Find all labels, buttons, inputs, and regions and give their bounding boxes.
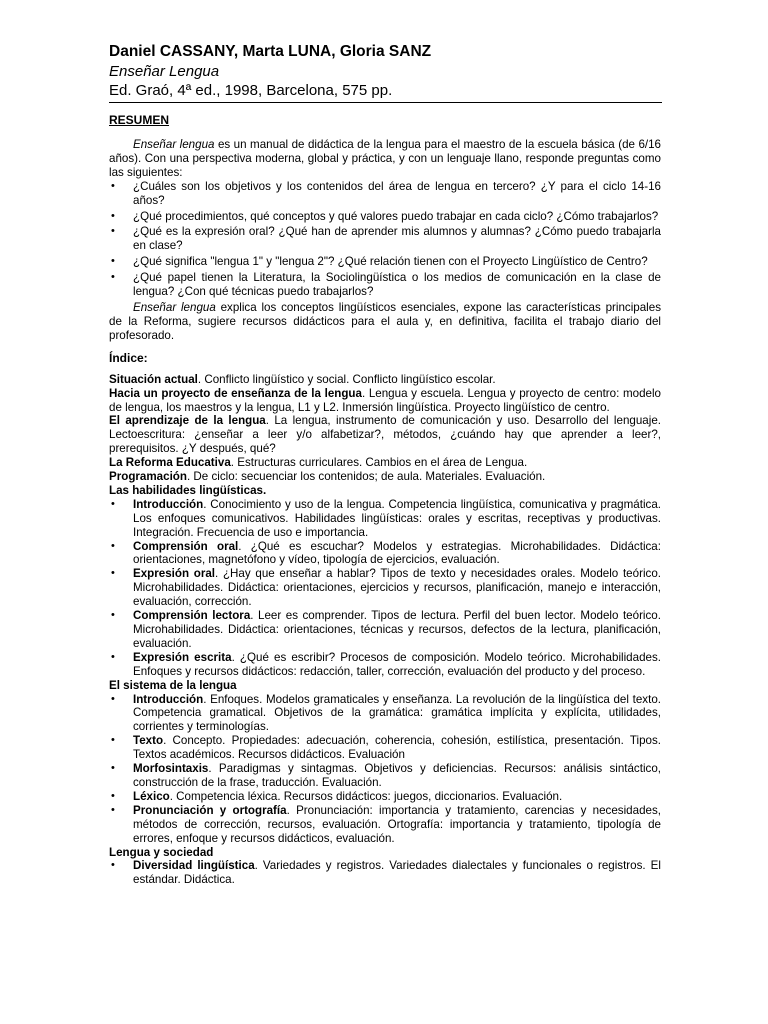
question-item <box>109 180 661 208</box>
entry-label: La Reforma Educativa <box>109 456 231 470</box>
entry-label: Programación <box>109 470 187 484</box>
book-title: Enseñar Lengua <box>109 63 220 80</box>
item-label: Léxico <box>133 789 170 803</box>
bullet-icon: • <box>111 789 115 802</box>
item-text: . Conocimiento y uso de la lengua. Competencia lingüística, comunicativa y pragmática. Los enfoques comunicativos. Habilidades lingüísticas: orales y escritas, receptivas y productivas. Integración. Frecuencia de uso e importancia. <box>133 497 661 539</box>
question-item <box>109 210 661 224</box>
item-label: Morfosintaxis <box>133 762 209 776</box>
entry-text: . Conflicto lingüístico y social. Conflicto lingüístico escolar. <box>197 372 496 386</box>
bullet-icon: • <box>111 650 115 663</box>
indice-title: Índice: <box>109 350 148 365</box>
item-text: . Enfoques. Modelos gramaticales y enseñanza. La revolución de la lingüística del texto. Competencia gramatical. Objetivos de la gramática: gramática implícita y explícita, utilidades, corrientes y terminologías. <box>133 692 661 734</box>
resumen-closing-italic: Enseñar lengua <box>133 300 216 314</box>
habilidades-title: Las habilidades lingüísticas. <box>109 483 267 497</box>
question-text: ¿Qué es la expresión oral? ¿Qué han de aprender mis alumnos y alumnas? ¿Cómo puedo trabajarla en clase? <box>133 225 661 253</box>
list-item <box>109 790 661 804</box>
indice-entry <box>109 456 661 470</box>
book-authors: Daniel CASSANY, Marta LUNA, Gloria SANZ <box>109 43 432 60</box>
entry-label: El aprendizaje de la lengua <box>109 414 266 428</box>
sociedad-title: Lengua y sociedad <box>109 845 214 859</box>
entry-text: . Lengua y escuela. Lengua y proyecto de centro: modelo de lengua, los maestros y la lengua, L1 y L2. Inmersión lingüística. Proyecto lingüístico de centro. <box>109 386 661 414</box>
list-item <box>109 734 661 762</box>
indice-entry <box>109 387 661 415</box>
book-edition: Ed. Graó, 4ª ed., 1998, Barcelona, 575 pp. <box>109 82 393 99</box>
header-rule <box>109 102 662 103</box>
bullet-icon: • <box>111 271 115 284</box>
list-item <box>109 609 661 651</box>
question-item <box>109 271 661 299</box>
resumen-intro <box>109 138 661 180</box>
item-text: . Competencia léxica. Recursos didácticos: juegos, diccionarios. Evaluación. <box>169 789 563 803</box>
list-item <box>109 540 661 568</box>
bullet-icon: • <box>111 762 115 775</box>
question-text: ¿Qué procedimientos, qué conceptos y qué valores puedo trabajar en cada ciclo? ¿Cómo trabajarlos? <box>133 209 659 223</box>
resumen-closing-text: explica los conceptos lingüísticos esenciales, expone las características principales de la Reforma, sugiere recursos didácticos para el aula y, en definitiva, facilita el trabajo diario del profesorado. <box>109 300 662 342</box>
bullet-icon: • <box>111 255 115 268</box>
list-item <box>109 651 661 679</box>
list-item <box>109 804 661 846</box>
item-text: . ¿Hay que enseñar a hablar? Tipos de texto y necesidades orales. Modelo teórico. Microhabilidades. Didáctica: orientaciones, ejercicios y recursos, planificación, manejo e interacción, evaluación, corrección. <box>133 567 661 609</box>
item-label: Introducción <box>133 692 204 706</box>
question-item <box>109 225 661 253</box>
bullet-icon: • <box>111 859 115 872</box>
bullet-icon: • <box>111 803 115 816</box>
item-label: Texto <box>133 734 164 748</box>
resumen-intro-italic: Enseñar lengua <box>133 138 215 151</box>
entry-text: . Estructuras curriculares. Cambios en el área de Lengua. <box>230 456 528 470</box>
bullet-icon: • <box>111 734 115 747</box>
item-text: . Leer es comprender. Tipos de lectura. Perfil del buen lector. Modelo teórico. Microhabilidades. Didáctica: orientaciones, técnicas y recursos, defectos de la lectura, planificación, evaluación. <box>133 609 661 650</box>
list-item <box>109 762 661 790</box>
bullet-icon: • <box>111 497 115 510</box>
item-text: . Concepto. Propiedades: adecuación, coherencia, cohesión, estilística, presentación. Tipos. Textos académicos. Recursos didácticos. Evaluación <box>133 734 661 762</box>
habilidades-list <box>109 498 661 679</box>
entry-label: Situación actual <box>109 372 198 386</box>
item-text: . Variedades y registros. Variedades dialectales y funcionales o registros. El estándar. Didáctica. <box>133 859 661 887</box>
indice-entry <box>109 373 661 387</box>
bullet-icon: • <box>111 539 115 552</box>
bullet-icon: • <box>111 179 115 192</box>
bullet-icon: • <box>111 692 115 705</box>
list-item <box>109 567 661 609</box>
bullet-icon: • <box>111 567 115 580</box>
list-item <box>109 859 661 887</box>
indice-entry <box>109 470 661 484</box>
item-text: . Pronunciación: importancia y tratamiento, carencias y necesidades, métodos de corrección, recursos, evaluación. Ortografía: importancia y tratamiento, tipología de errores, enfoque y recursos didácticos, evaluación. <box>133 803 661 845</box>
item-text: . ¿Qué es escribir? Procesos de composición. Modelo teórico. Microhabilidades. Enfoques y recursos didácticos: redacción, taller, corrección, evaluación del producto y del proceso. <box>133 650 661 678</box>
item-label: Pronunciación y ortografía <box>133 803 287 817</box>
item-label: Introducción <box>133 497 204 511</box>
item-label: Diversidad lingüística <box>133 859 255 873</box>
entry-text: . De ciclo: secuenciar los contenidos; de aula. Materiales. Evaluación. <box>186 470 546 484</box>
item-label: Comprensión oral <box>133 539 239 553</box>
bullet-icon: • <box>111 225 115 238</box>
question-list <box>109 180 661 299</box>
question-item <box>109 255 661 269</box>
list-item <box>109 498 661 540</box>
entry-text: . La lengua, instrumento de comunicación y uso. Desarrollo del lenguaje. Lectoescritura: ¿enseñar a leer y/o alfabetizar?, métodos, ¿cuándo hay que aprender a leer?, prerequisitos. ¿Y después, qué? <box>109 414 661 456</box>
item-label: Expresión oral <box>133 567 216 581</box>
item-label: Comprensión lectora <box>133 609 251 623</box>
question-text: ¿Cuáles son los objetivos y los contenidos del área de lengua en tercero? ¿Y para el ciclo 14-16 años? <box>133 179 661 207</box>
resumen-closing <box>109 301 661 343</box>
indice-entry <box>109 414 661 456</box>
resumen-intro-text: es un manual de didáctica de la lengua para el maestro de la escuela básica (de 6/16 años). Con una perspectiva moderna, global y práctica, y con un lenguaje llano, responde preguntas como las siguientes: <box>109 138 662 179</box>
item-text: . ¿Qué es escuchar? Modelos y estrategias. Microhabilidades. Didáctica: orientaciones, magnetófono y vídeo, tipología de ejercicios, evaluación. <box>133 539 661 567</box>
question-text: ¿Qué papel tienen la Literatura, la Sociolingüística o los medios de comunicación en la clase de lengua? ¿Con qué técnicas puedo trabajarlos? <box>133 271 661 299</box>
sistema-list <box>109 693 661 846</box>
sociedad-list <box>109 859 661 887</box>
item-text: . Paradigmas y sintagmas. Objetivos y deficiencias. Recursos: análisis sintáctico, construcción de la frase, traducción. Evaluación. <box>133 762 661 789</box>
resumen-title: RESUMEN <box>109 113 170 127</box>
item-label: Expresión escrita <box>133 650 232 664</box>
question-text: ¿Qué significa "lengua 1" y "lengua 2"? ¿Qué relación tienen con el Proyecto Lingüístico de Centro? <box>133 255 648 269</box>
bullet-icon: • <box>111 609 115 622</box>
list-item <box>109 693 661 735</box>
sistema-title: El sistema de la lengua <box>109 678 237 692</box>
entry-label: Hacia un proyecto de enseñanza de la lengua <box>109 386 362 400</box>
bullet-icon: • <box>111 209 115 222</box>
